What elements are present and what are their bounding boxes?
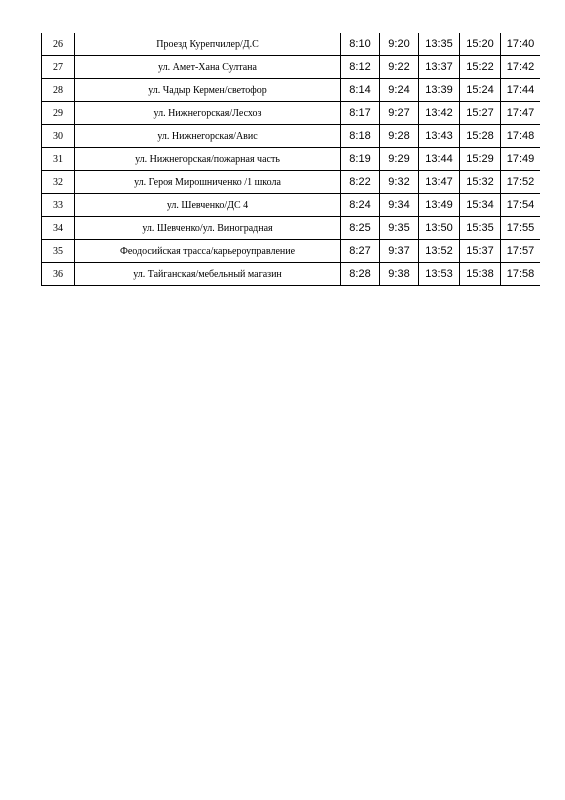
- departure-time-3: 13:49: [419, 194, 460, 217]
- departure-time-1: 8:24: [341, 194, 380, 217]
- departure-time-3: 13:43: [419, 125, 460, 148]
- departure-time-2: 9:22: [380, 56, 419, 79]
- departure-time-5: 17:49: [501, 148, 541, 171]
- departure-time-4: 15:22: [460, 56, 501, 79]
- stop-name: ул. Шевченко/ул. Виноградная: [75, 217, 341, 240]
- departure-time-3: 13:35: [419, 33, 460, 56]
- departure-time-5: 17:52: [501, 171, 541, 194]
- stop-number: 33: [42, 194, 75, 217]
- departure-time-2: 9:38: [380, 263, 419, 286]
- departure-time-5: 17:40: [501, 33, 541, 56]
- table-row: [42, 33, 541, 56]
- departure-time-3: 13:37: [419, 56, 460, 79]
- departure-time-5: 17:48: [501, 125, 541, 148]
- stop-number: 27: [42, 56, 75, 79]
- departure-time-1: 8:28: [341, 263, 380, 286]
- stop-number: 28: [42, 79, 75, 102]
- departure-time-5: 17:55: [501, 217, 541, 240]
- departure-time-4: 15:20: [460, 33, 501, 56]
- stop-name: Феодосийская трасса/карьероуправление: [75, 240, 341, 263]
- departure-time-4: 15:28: [460, 125, 501, 148]
- stop-name: ул. Нижнегорская/пожарная часть: [75, 148, 341, 171]
- departure-time-5: 17:57: [501, 240, 541, 263]
- departure-time-4: 15:27: [460, 102, 501, 125]
- schedule-table-body: [42, 33, 541, 286]
- departure-time-1: 8:19: [341, 148, 380, 171]
- stop-number: 34: [42, 217, 75, 240]
- stop-name: ул. Амет-Хана Султана: [75, 56, 341, 79]
- table-row: [42, 102, 541, 125]
- table-row: [42, 217, 541, 240]
- stop-name: ул. Шевченко/ДС 4: [75, 194, 341, 217]
- table-row: [42, 194, 541, 217]
- departure-time-3: 13:50: [419, 217, 460, 240]
- departure-time-1: 8:10: [341, 33, 380, 56]
- departure-time-2: 9:34: [380, 194, 419, 217]
- departure-time-4: 15:37: [460, 240, 501, 263]
- table-row: [42, 240, 541, 263]
- stop-number: 26: [42, 33, 75, 56]
- table-row: [42, 125, 541, 148]
- bus-schedule-table: [41, 33, 540, 286]
- departure-time-4: 15:32: [460, 171, 501, 194]
- departure-time-2: 9:37: [380, 240, 419, 263]
- table-row: [42, 263, 541, 286]
- stop-number: 31: [42, 148, 75, 171]
- departure-time-5: 17:58: [501, 263, 541, 286]
- departure-time-4: 15:38: [460, 263, 501, 286]
- departure-time-1: 8:12: [341, 56, 380, 79]
- stop-number: 29: [42, 102, 75, 125]
- departure-time-2: 9:35: [380, 217, 419, 240]
- stop-name: ул. Героя Мирошниченко /1 школа: [75, 171, 341, 194]
- departure-time-4: 15:35: [460, 217, 501, 240]
- table-row: [42, 79, 541, 102]
- departure-time-3: 13:44: [419, 148, 460, 171]
- table-row: [42, 148, 541, 171]
- table-row: [42, 56, 541, 79]
- departure-time-4: 15:29: [460, 148, 501, 171]
- stop-name: Проезд Курепчилер/Д.С: [75, 33, 341, 56]
- departure-time-1: 8:17: [341, 102, 380, 125]
- departure-time-1: 8:27: [341, 240, 380, 263]
- departure-time-2: 9:24: [380, 79, 419, 102]
- departure-time-5: 17:47: [501, 102, 541, 125]
- departure-time-5: 17:44: [501, 79, 541, 102]
- departure-time-3: 13:39: [419, 79, 460, 102]
- departure-time-2: 9:20: [380, 33, 419, 56]
- departure-time-2: 9:32: [380, 171, 419, 194]
- stop-number: 32: [42, 171, 75, 194]
- departure-time-1: 8:25: [341, 217, 380, 240]
- departure-time-2: 9:27: [380, 102, 419, 125]
- stop-number: 36: [42, 263, 75, 286]
- departure-time-1: 8:14: [341, 79, 380, 102]
- departure-time-3: 13:42: [419, 102, 460, 125]
- departure-time-5: 17:54: [501, 194, 541, 217]
- departure-time-3: 13:47: [419, 171, 460, 194]
- stop-name: ул. Тайганская/мебельный магазин: [75, 263, 341, 286]
- stop-name: ул. Чадыр Кермен/светофор: [75, 79, 341, 102]
- departure-time-1: 8:22: [341, 171, 380, 194]
- departure-time-3: 13:53: [419, 263, 460, 286]
- departure-time-4: 15:34: [460, 194, 501, 217]
- departure-time-1: 8:18: [341, 125, 380, 148]
- departure-time-5: 17:42: [501, 56, 541, 79]
- departure-time-4: 15:24: [460, 79, 501, 102]
- stop-number: 35: [42, 240, 75, 263]
- stop-number: 30: [42, 125, 75, 148]
- departure-time-2: 9:28: [380, 125, 419, 148]
- departure-time-3: 13:52: [419, 240, 460, 263]
- table-row: [42, 171, 541, 194]
- departure-time-2: 9:29: [380, 148, 419, 171]
- stop-name: ул. Нижнегорская/Авис: [75, 125, 341, 148]
- stop-name: ул. Нижнегорская/Лесхоз: [75, 102, 341, 125]
